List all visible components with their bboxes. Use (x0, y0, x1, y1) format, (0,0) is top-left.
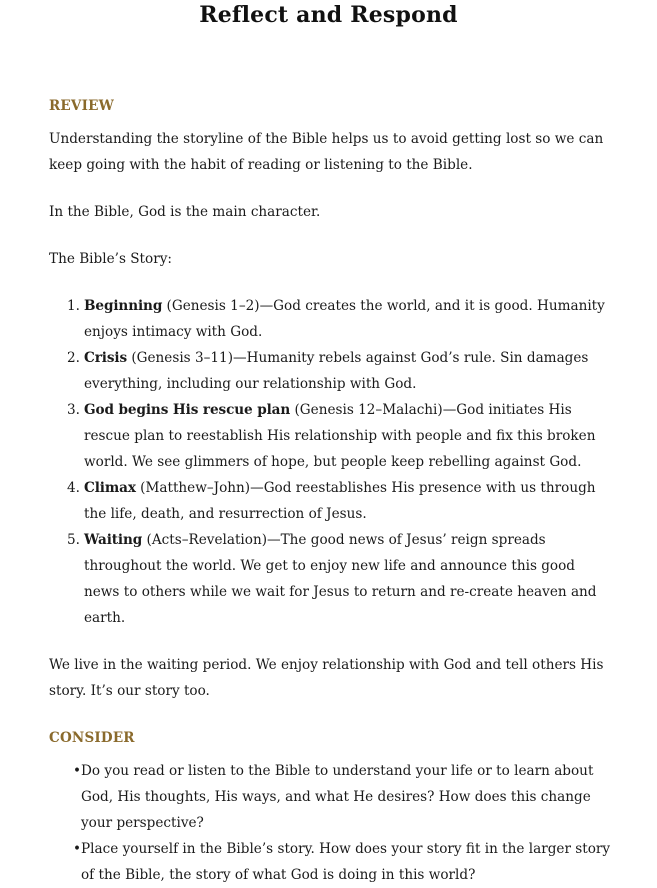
story-item-text: (Matthew–John)—God reestablishes His presence with us through the life, death, and resurrection of Jesus. (84, 480, 596, 522)
review-closing: We live in the waiting period. We enjoy relationship with God and tell others His story. It’s our story too. (49, 657, 604, 699)
review-paragraph-1: Understanding the storyline of the Bible helps us to avoid getting lost so we can keep going with the habit of reading or listening to the Bible. (49, 131, 604, 173)
story-item-text: (Genesis 12–Malachi)—God initiates His rescue plan to reestablish His relationship with people and fix this broken world. We see glimmers of hope, but people keep rebelling against God. (84, 402, 596, 470)
story-item-number: 5. (67, 532, 80, 548)
story-list (49, 293, 614, 631)
story-item-term: God begins His rescue plan (84, 402, 291, 418)
consider-heading: CONSIDER (49, 730, 135, 746)
bullet-icon: • (73, 763, 82, 779)
consider-item (49, 836, 614, 888)
story-item-text: (Acts–Revelation)—The good news of Jesus’ reign spreads throughout the world. We get to enjoy new life and announce this good news to others while we wait for Jesus to return and re-create heaven and earth. (84, 532, 597, 626)
story-item-number: 1. (67, 298, 80, 314)
story-item-text: (Genesis 3–11)—Humanity rebels against God’s rule. Sin damages everything, including our relationship with God. (84, 350, 589, 392)
story-item-number: 3. (67, 402, 80, 418)
story-item-term: Waiting (84, 532, 143, 548)
story-item-text: (Genesis 1–2)—God creates the world, and it is good. Humanity enjoys intimacy with God. (84, 298, 605, 340)
story-item-crisis (49, 345, 614, 397)
story-item-term: Beginning (84, 298, 163, 314)
consider-item-text: Place yourself in the Bible’s story. How does your story fit in the larger story of the Bible, the story of what God is doing in this world? (81, 841, 611, 883)
review-paragraph-2: In the Bible, God is the main character. (49, 204, 321, 220)
content (49, 93, 614, 888)
bullet-icon: • (73, 841, 82, 857)
story-item-waiting (49, 527, 614, 631)
page-title: Reflect and Respond (199, 2, 458, 28)
review-paragraph-3: The Bible’s Story: (49, 251, 172, 267)
story-item-term: Crisis (84, 350, 128, 366)
consider-item (49, 758, 614, 836)
consider-item-text: Do you read or listen to the Bible to understand your life or to learn about God, His thoughts, His ways, and what He desires? How does this change your perspective? (81, 763, 594, 831)
story-item-number: 2. (67, 350, 80, 366)
consider-list (49, 758, 614, 888)
story-item-term: Climax (84, 480, 136, 496)
story-item-number: 4. (67, 480, 80, 496)
review-heading: REVIEW (49, 98, 114, 114)
story-item-beginning (49, 293, 614, 345)
story-item-rescue-plan (49, 397, 614, 475)
story-item-climax (49, 475, 614, 527)
